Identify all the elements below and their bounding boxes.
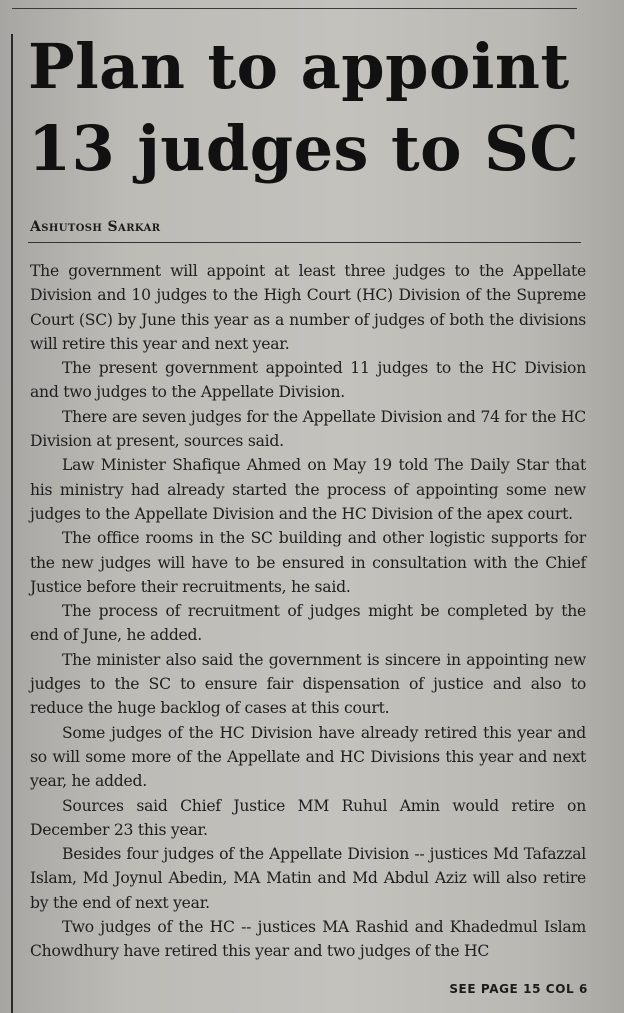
- article-body: [30, 259, 586, 964]
- paragraph: The government will appoint at least three judges to the Appellate Division and 10 judges to the High Court (HC) Division of the Supreme Court (SC) by June this year as a number of judges of both the divisions will retire this year and next year.: [30, 262, 586, 353]
- continuation-jump-line: SEE PAGE 15 COL 6: [449, 982, 588, 996]
- byline: Ashutosh Sarkar: [30, 219, 161, 235]
- paragraph: The process of recruitment of judges might be completed by the end of June, he added.: [30, 602, 586, 645]
- headline: Plan to appoint 13 judges to SC: [28, 30, 580, 185]
- paragraph: The office rooms in the SC building and other logistic supports for the new judges will have to be ensured in consultation with the Chief Justice before their recruitments, he said.: [30, 529, 586, 596]
- paragraph: Two judges of the HC -- justices MA Rashid and Khadedmul Islam Chowdhury have retired this year and two judges of the HC: [30, 918, 586, 961]
- paragraph: The minister also said the government is sincere in appointing new judges to the SC to ensure fair dispensation of justice and also to reduce the huge backlog of cases at this court.: [30, 650, 586, 718]
- paragraph: Besides four judges of the Appellate Division -- justices Md Tafazzal Islam, Md Joynul Abedin, MA Matin and Md Abdul Aziz will also retire by the end of next year.: [30, 845, 586, 912]
- column-rule: [11, 34, 13, 1013]
- paragraph: Some judges of the HC Division have already retired this year and so will some more of the Appellate and HC Divisions this year and next year, he added.: [30, 723, 586, 791]
- paragraph: Sources said Chief Justice MM Ruhul Amin would retire on December 23 this year.: [30, 796, 586, 839]
- byline-rule: [28, 242, 581, 243]
- top-rule: [12, 8, 577, 9]
- paragraph: There are seven judges for the Appellate Division and 74 for the HC Division at present, sources said.: [30, 407, 586, 451]
- paragraph: The present government appointed 11 judges to the HC Division and two judges to the Appellate Division.: [30, 359, 586, 402]
- paragraph: Law Minister Shafique Ahmed on May 19 told The Daily Star that his ministry had already started the process of appointing some new judges to the Appellate Division and the HC Division of the apex court.: [30, 456, 586, 523]
